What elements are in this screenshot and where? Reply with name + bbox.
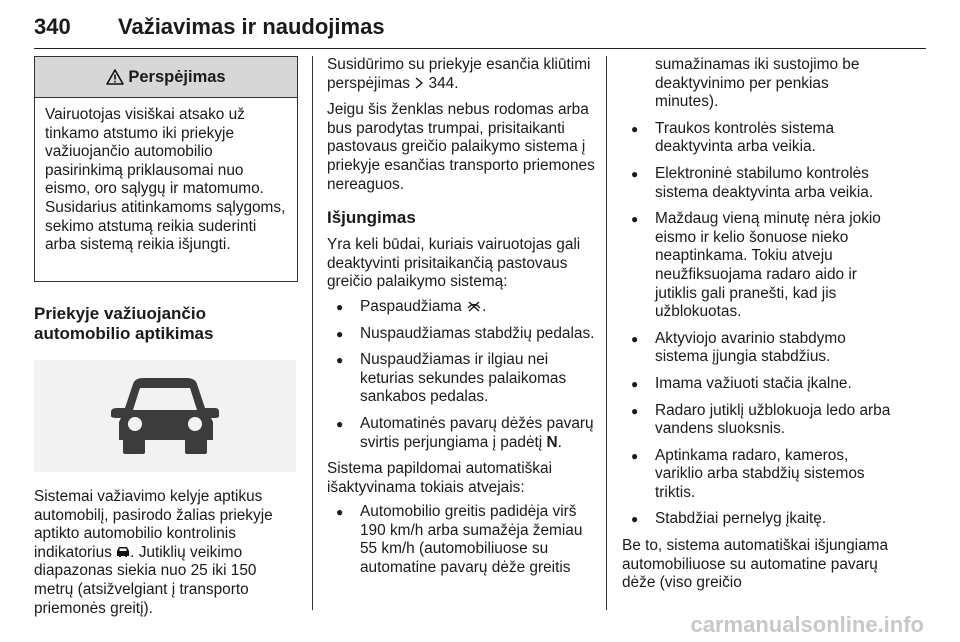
column-2 — [327, 56, 597, 578]
warning-box — [34, 56, 298, 282]
auto-deactivation-intro: Sistema papildomai automatiškai išaktyvinama tokiais atvejais: — [327, 460, 552, 496]
page-number: 340 — [34, 14, 71, 39]
list-item: ● Nuspaudžiamas stabdžių pedalas. — [327, 325, 597, 344]
list-item: ● Paspaudžiama . — [327, 298, 597, 317]
column-divider — [606, 56, 607, 610]
detection-paragraph: Sistemai važiavimo kelyje aptikus automobilį, pasirodo žalias priekyje aptikto automobilio kontrolinis indikatorius . Jutiklių veikimo diapazonas siekia nuo 25 iki 150 metrų (atsižvelgiant į transporto priemonės greitį). — [34, 488, 273, 617]
page-reference-arrow-icon — [414, 77, 424, 89]
list-item: ● Automobilio greitis padidėja virš 190 km/h arba sumažėja žemiau 55 km/h (automobiliuose su automatine pavarų dėže greitis — [327, 503, 597, 577]
list-item: ● Nuspaudžiamas ir ilgiau nei keturias sekundes palaikomas sankabos pedalas. — [327, 351, 597, 407]
list-item: ● Imama važiuoti stačia įkalne. — [622, 375, 892, 394]
page-header — [34, 6, 926, 49]
list-item: ● Stabdžiai pernelyg įkaitę. — [622, 510, 892, 529]
deactivation-list — [327, 298, 597, 452]
list-item: ● Aktyviojo avarinio stabdymo sistema įjungia stabdžius. — [622, 330, 892, 367]
list-item: ● Traukos kontrolės sistema deaktyvinta arba veikia. — [622, 120, 892, 157]
collision-reference: Susidūrimo su priekyje esančia kliūtimi perspėjimas 344. — [327, 56, 591, 92]
warning-header — [35, 57, 297, 98]
warning-text: Vairuotojas visiškai atsako už tinkamo atstumo iki priekyje važiuojančio automobilio pasirinkimą priklausomai nuo eismo, oro sąlygų ir matomumo. Susidarius atitinkamoms sąlygoms, sekimo atstumą reikia suderinti arba sistemą reikia išjungti. — [45, 106, 286, 254]
car-front-icon — [109, 374, 221, 458]
column-3 — [622, 56, 892, 593]
list-item: ● Aptinkama radaro, kameros, variklio arba stabdžių sistemos triktis. — [622, 447, 892, 503]
list-item: ● Radaro jutiklį užblokuoja ledo arba vandens sluoksnis. — [622, 402, 892, 439]
warning-triangle-icon — [106, 69, 124, 85]
car-indicator-icon — [116, 546, 130, 558]
column-1 — [34, 56, 298, 618]
auto-deactivation-list — [327, 503, 597, 577]
deactivation-intro: Yra keli būdai, kuriais vairuotojas gali deaktyvinti prisitaikančią pastovaus greičio palaikymo sistemą: — [327, 236, 581, 291]
car-illustration — [34, 360, 296, 472]
list-item: ● Maždaug vieną minutę nėra jokio eismo ir kelio šonuose nieko neaptinkama. Tokiu atveju neužfiksuojama radaro aido ir jutiklis gali pranešti, kad jis užblokuotas. — [622, 210, 892, 322]
auto-deactivation-list-continued — [622, 120, 892, 529]
section-title: Priekyje važiuojančio automobilio aptikimas — [34, 304, 214, 343]
closing-paragraph: Be to, sistema automatiškai išjungiama automobiliuose su automatine pavarų dėže (viso greičio — [622, 537, 889, 592]
list-item: ● Automatinės pavarų dėžės pavarų svirtis perjungiama į padėtį N. — [327, 415, 597, 452]
watermark: carmanualsonline.info — [690, 612, 924, 637]
section-heading-deactivation: Išjungimas — [327, 208, 416, 228]
list-item: ● Elektroninė stabilumo kontrolės sistema deaktyvinta arba veikia. — [622, 165, 892, 202]
chapter-title: Važiavimas ir naudojimas — [118, 14, 385, 39]
column-divider — [312, 56, 313, 610]
list-continuation: sumažinamas iki sustojimo be deaktyvinimo per penkias minutes). — [655, 56, 860, 111]
cruise-cancel-icon — [466, 300, 482, 312]
warning-title: Perspėjimas — [128, 67, 226, 86]
sign-paragraph: Jeigu šis ženklas nebus rodomas arba bus parodytas trumpai, prisitaikanti pastovaus greičio palaikymo sistema į priekyje esančias transporto priemones nereaguos. — [327, 101, 595, 193]
